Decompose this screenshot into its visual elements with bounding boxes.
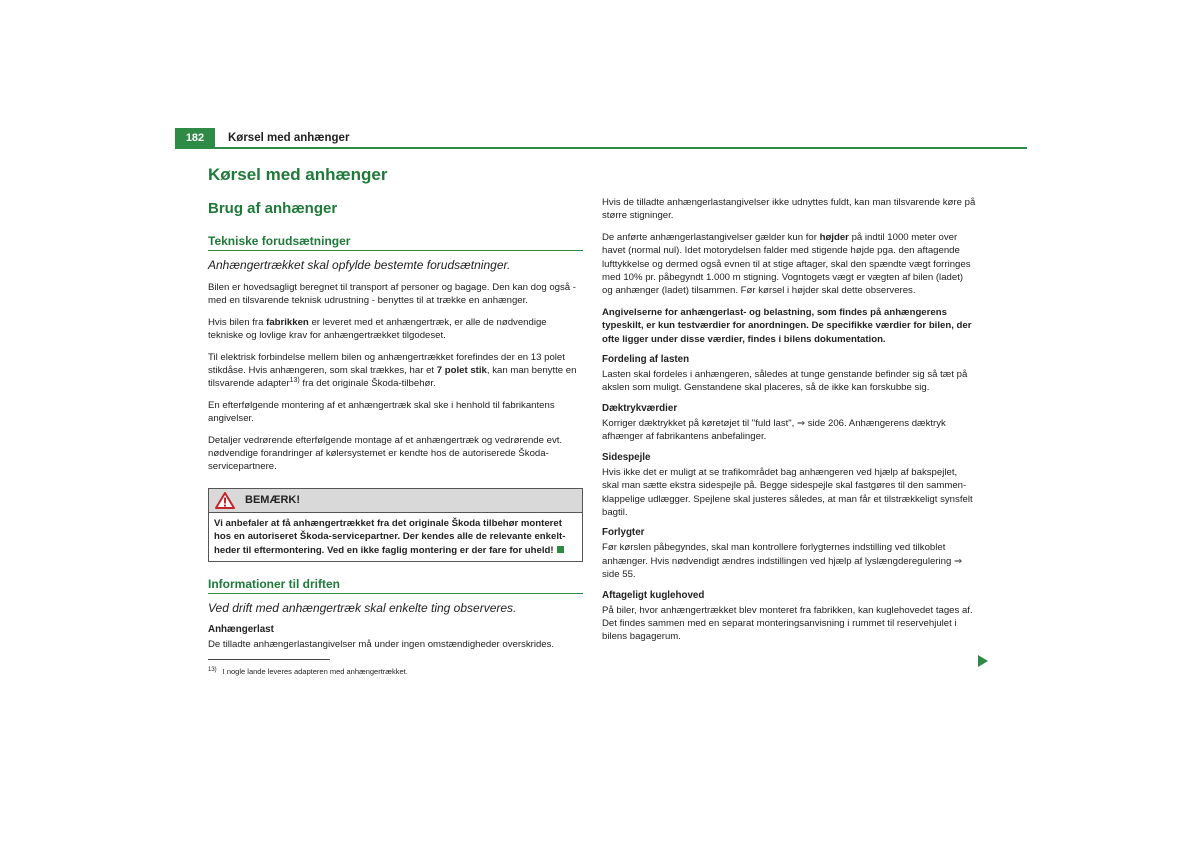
paragraph-1: Bilen er hovedsagligt beregnet til transport af personer og bagage. Den kan dog også - med en tilsvarende teknisk udrustning - benyttes til at trække en anhænger. xyxy=(208,282,577,307)
subheading-anhaengerlast: Anhængerlast xyxy=(208,624,274,636)
section-title: Brug af anhænger xyxy=(208,200,338,217)
paragraph-sidespejle: Hvis ikke det er muligt at se trafikområdet bag anhængeren ved hjælp af bakspejlet, skal man sætte ekstra sidespejle på. Begge sidespejle skal fastgøres til den sammen-klappelige udlægger. Spejlene skal justeres således, at man får et tilstrækkeligt synsfelt bagtil. xyxy=(602,466,973,518)
continue-arrow-icon[interactable] xyxy=(978,654,988,672)
paragraph-4: En efterfølgende montering af et anhængertræk skal ske i henhold til fabrikantens angivelser. xyxy=(208,399,555,425)
note-text: Vi anbefaler at få anhængertrækket fra det originale Škoda tilbehør monteret hos en autoriseret Škoda-servicepartner. Der kendes alle de relevante enkelt-heder til eftermontering. Ved en ikke faglig montering er der fare for uheld! xyxy=(214,517,566,556)
paragraph-r3-bold: Angivelserne for anhængerlast- og belastning, som findes på anhængerens typeskilt, er kun testværdier for anordningen. De specifikke værdier for bilen, der ofte ligger under disse værdier, findes i bilens dokumentation. xyxy=(602,306,972,345)
paragraph-fordeling: Lasten skal fordeles i anhængeren, således at tunge genstande befinder sig så tæt på akslen som muligt. Genstandene skal placeres, så de ikke kan forskubbe sig. xyxy=(602,369,968,394)
lead-text-informationer: Ved drift med anhængertræk skal enkelte ting observeres. xyxy=(208,601,517,616)
subheading-sidespejle: Sidespejle xyxy=(602,451,651,463)
paragraph-5: Detaljer vedrørende efterfølgende montage af et anhængertræk og vedrørende evt. nødvendige forandringer af kølersystemet er kendte hos de autoriserede Škoda-servicepartnere. xyxy=(208,434,563,473)
paragraph-forlygter: Før kørslen påbegyndes, skal man kontrollere forlygternes indstilling ved tilkoblet anhænger. Hvis nødvendigt ændres indstillingen ved hjælp af lyslængderegulering ⇒ side 55. xyxy=(602,542,963,581)
subheading-kuglehoved: Aftageligt kuglehoved xyxy=(602,589,705,601)
chapter-title: Kørsel med anhænger xyxy=(208,165,388,184)
warning-triangle-icon xyxy=(215,492,235,509)
subsection-heading-tekniske: Tekniske forudsætninger xyxy=(208,234,583,251)
right-column xyxy=(602,196,976,644)
paragraph-3: Til elektrisk forbindelse mellem bilen og anhængertrækket forefindes der en 13 polet stikdåse. Hvis anhængeren, som skal trækkes, har et 7 polet stik, kan man benytte en tilsvarende adapter$^{13)}$ fra det originale Škoda-tilbehør. xyxy=(208,351,577,390)
left-column xyxy=(208,160,583,652)
subheading-daektryk: Dæktrykværdier xyxy=(602,402,678,414)
paragraph-daektryk: Korriger dæktrykket på køretøjet til "fuld last", ⇒ side 206. Anhængerens dæktryk afhænger af fabrikantens anbefalinger. xyxy=(602,417,946,443)
end-square-icon xyxy=(557,546,564,553)
subsection-heading-informationer: Informationer til driften xyxy=(208,577,583,594)
paragraph-kuglehoved: På biler, hvor anhængertrækket blev monteret fra fabrikken, kan kuglehovedet tages af. Det findes sammen med en separat monteringsanvisning i rummet til reservehjulet i bilens bagagerum. xyxy=(602,604,973,643)
lead-text-tekniske: Anhængertrækket skal opfylde bestemte forudsætninger. xyxy=(208,258,511,272)
footnote: $^{13)}$ I nogle lande leveres adapteren med anhængertrækket. xyxy=(208,666,408,676)
subheading-forlygter: Forlygter xyxy=(602,527,645,539)
running-title: Kørsel med anhænger xyxy=(228,132,350,144)
header-rule xyxy=(175,147,1027,149)
note-header xyxy=(209,489,582,513)
note-box xyxy=(208,488,583,563)
paragraph-r2: De anførte anhængerlastangivelser gælder kun for højder på indtil 1000 meter over havet (normal nul). Idet motorydelsen falder med stigende højde pga. den aftagende lufttykkelse og dermed også evnen til at stige aftager, skal den spændte vægt forringes med 10% pr. påbegyndt 1.000 m stigning. Vogntogets vægt er vægten af bilen (ladet) og anhænger (ladet) tilsammen. Før kørsel i højder skal dette observeres. xyxy=(602,231,971,297)
footnote-reference[interactable]: 13) xyxy=(289,377,300,385)
note-title: BEMÆRK! xyxy=(245,494,300,507)
page-number: 182 xyxy=(175,128,215,148)
paragraph-2: Hvis bilen fra fabrikken er leveret med et anhængertræk, er alle de nødvendige tekniske og lovlige krav for anhængertrækket tilgodeset. xyxy=(208,316,547,342)
paragraph-r1: Hvis de tilladte anhængerlastangivelser ikke udnyttes fuldt, kan man tilsvarende køre på større stigninger. xyxy=(602,197,976,222)
subheading-fordeling: Fordeling af lasten xyxy=(602,354,690,366)
footnote-rule xyxy=(208,659,330,660)
paragraph-anhaengerlast: De tilladte anhængerlastangivelser må under ingen omstændigheder overskrides. xyxy=(208,639,555,651)
